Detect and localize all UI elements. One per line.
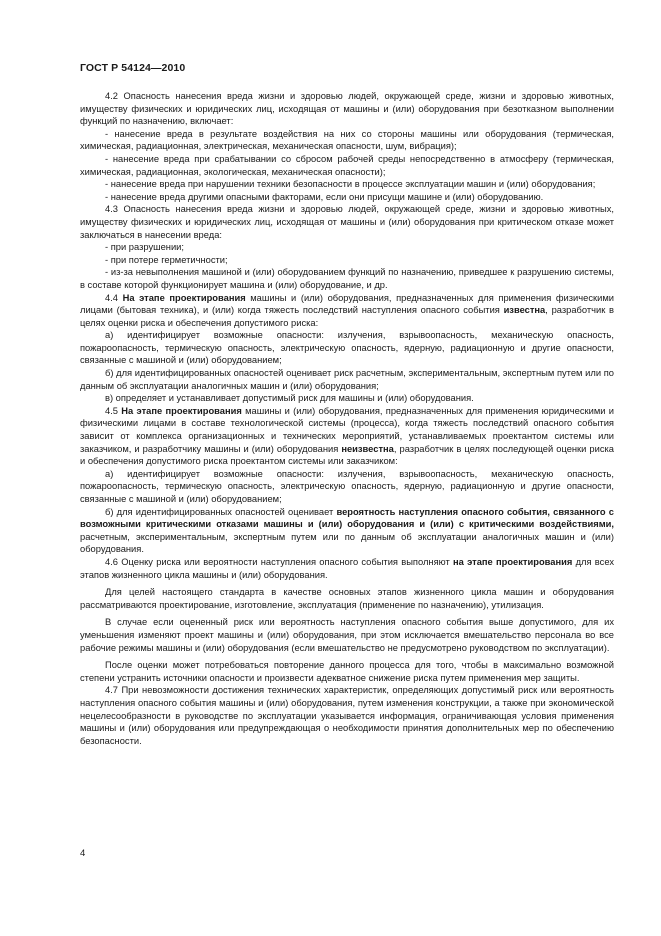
paragraph: [80, 266, 614, 291]
paragraph: [80, 292, 614, 330]
text-segment: 4.7 При невозможности достижения технических характеристик, определяющих допустимый риск или вероятность наступления опасного события машины и (или) оборудования, путем изменения конструкции, а также при экономической нецелесообразности в руководстве по эксплуатации указывается информация, ограничивающая условия применения машины и (или) оборудования или предупреждающая о необходимости принятия дополнительных мер по обеспечению безопасности.: [80, 685, 614, 746]
text-segment: 4.6 Оценку риска или вероятности наступления опасного события выполняют: [105, 556, 453, 567]
paragraph: [80, 616, 614, 654]
text-segment: - при разрушении;: [105, 242, 185, 253]
text-segment: расчетным, экспериментальным, экспертным путем или по данным об эксплуатации аналогичных машин и (или) оборудования.: [80, 531, 614, 555]
paragraph: [80, 586, 614, 611]
paragraph: [80, 153, 614, 178]
bold-text: На этапе проектирования: [121, 405, 242, 416]
text-segment: 4.4: [105, 292, 123, 303]
standard-header: ГОСТ Р 54124—2010: [80, 62, 186, 74]
bold-text: На этапе проектирования: [122, 292, 246, 303]
paragraph: [80, 178, 614, 191]
paragraph: [80, 241, 614, 254]
paragraph: [80, 203, 614, 241]
paragraph: [80, 329, 614, 367]
paragraph: [80, 128, 614, 153]
paragraph: [80, 254, 614, 267]
document-body: [80, 90, 614, 747]
text-segment: а) идентифицирует возможные опасности: излучения, взрывоопасность, механическую опасность, пожароопасность, термическую опасность, электрическую опасность, ядерную, радиационную и другие опасности, связанные с машиной и (или) оборудованием;: [80, 468, 614, 504]
bold-text: известна: [503, 305, 546, 316]
text-segment: - при потере герметичности;: [105, 254, 228, 265]
paragraph: [80, 367, 614, 392]
page-number: 4: [80, 848, 86, 859]
text-segment: Для целей настоящего стандарта в качестве основных этапов жизненного цикла машин и оборудования рассматриваются проектирование, изготовление, эксплуатация (применение по назначению), утилизация.: [80, 587, 614, 610]
text-segment: 4.3 Опасность нанесения вреда жизни и здоровью людей, окружающей среде, жизни и здоровью животных, имуществу физических и юридических лиц, исходящая от машины и (или) оборудования при критическом отказе может заключаться в нанесении вреда:: [80, 204, 614, 240]
text-segment: для всех этапов жизненного цикла машины и (или) оборудования.: [80, 556, 614, 580]
text-segment: 4.5: [105, 405, 122, 416]
text-segment: - нанесение вреда в результате воздействия на них со стороны машины или оборудования (термическая, химическая, радиационная, электрическая, механическая опасности, шум, вибрация);: [80, 128, 614, 152]
paragraph: [80, 506, 614, 556]
text-segment: б) для идентифицированных опасностей оценивает риск расчетным, экспериментальным, экспертным путем или по данным об эксплуатации аналогичных машин и (или) оборудования;: [80, 368, 614, 391]
text-segment: - нанесение вреда другими опасными факторами, если они присущи машине и (или) оборудованию.: [105, 191, 544, 202]
paragraph: [80, 556, 614, 581]
bold-text: неизвестна: [341, 443, 394, 454]
text-segment: В случае если оцененный риск или вероятность наступления опасного события выше допустимого, для их уменьшения изменяют проект машины и (или) оборудования, при этом исключается вмешательство персонала во все рабочие режимы машины и (или) оборудования (если вмешательство не предусмотрено руководством по эксплуатации).: [80, 617, 614, 653]
bold-text: на этапе проектирования: [453, 556, 573, 567]
text-segment: машины и (или) оборудования, предназначенных для применения юридическими и физическими лицами в составе технологической системы (процесса), когда тяжесть последствий опасного события зависит от комплекса организационных и технических мероприятий, устанавливаемых проектантом системы или заказчиком, и разработчику машины и (или) оборудования: [80, 405, 614, 454]
text-segment: 4.2 Опасность нанесения вреда жизни и здоровью людей, окружающей среде, жизни и здоровью животных, имуществу физических и юридических лиц, исходящая от машины и (или) оборудования при безотказном выполнении функций по назначению, включает:: [80, 91, 614, 127]
bold-text: вероятность наступления опасного события, связанного с возможными критическими отказами машины и (или) оборудования и (или) с критическими воздействиями,: [80, 506, 614, 530]
text-segment: машины и (или) оборудования, предназначенных для применения физическими лицами (бытовая техника), и (или) когда тяжесть последствий наступления опасного события: [80, 292, 614, 316]
text-segment: После оценки может потребоваться повторение данного процесса для того, чтобы в максимально возможной степени устранить источники опасности и произвести адекватное снижение риска путем применения мер защиты.: [80, 660, 614, 683]
paragraph: [80, 405, 614, 468]
text-segment: , разработчик в целях последующей оценки риска и обеспечения допустимого риска проектантом системы или заказчиком:: [80, 443, 614, 467]
paragraph: [80, 392, 614, 405]
paragraph: [80, 90, 614, 128]
text-segment: - нанесение вреда при нарушении техники безопасности в процессе эксплуатации машин и (или) оборудования;: [105, 179, 596, 190]
text-segment: в) определяет и устанавливает допустимый риск для машины и (или) оборудования.: [105, 393, 474, 404]
text-segment: , разработчик в целях оценки риска и обеспечения допустимого риска:: [80, 305, 614, 328]
text-segment: - нанесение вреда при срабатывании со сбросом рабочей среды непосредственно в атмосферу (термическая, химическая, радиационная, экологическая, механическая опасности);: [80, 153, 614, 177]
text-segment: - из-за невыполнения машиной и (или) оборудованием функций по назначению, приведшее к разрушению системы, в составе которой функционирует машина и (или) оборудование, и др.: [80, 267, 614, 290]
paragraph: [80, 468, 614, 506]
paragraph: [80, 659, 614, 684]
text-segment: б) для идентифицированных опасностей оценивает: [105, 506, 337, 517]
text-segment: а) идентифицирует возможные опасности: излучения, взрывоопасность, механическую опасность, пожароопасность, термическую опасность, электрическую опасность, ядерную, радиационную и другие опасности, связанные с машиной и (или) оборудованием;: [80, 330, 614, 366]
paragraph: [80, 684, 614, 747]
paragraph: [80, 191, 614, 204]
